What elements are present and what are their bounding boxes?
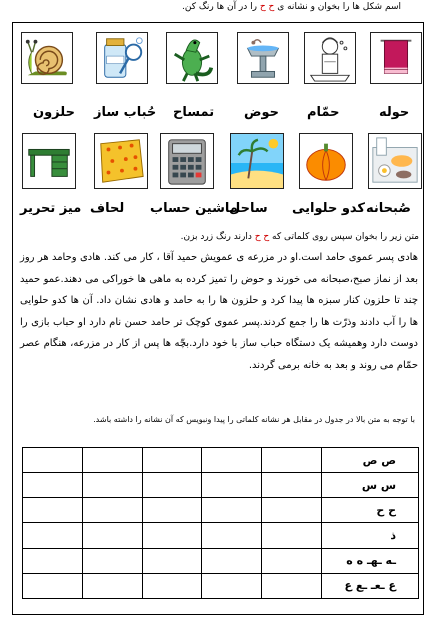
word-crocodile: تمساح [173,105,215,120]
pumpkin-icon [299,133,353,189]
row-label: ذ [322,523,419,548]
pool-fountain-icon [237,32,289,84]
word-towel: حوله [379,105,410,120]
word-quilt: لحاف [90,201,125,216]
answer-cell[interactable] [202,523,262,548]
answer-cell[interactable] [262,498,322,523]
answer-cell[interactable] [23,498,83,523]
table-instruction: با توجه به متن بالا در جدول در مقابل هر نشانه کلماتی را پیدا ونبویس که آن نشانه را داشته باشد. [93,415,415,424]
answer-cell[interactable] [82,448,142,473]
answer-cell[interactable] [142,448,202,473]
bubble-toy-icon [96,32,148,84]
word-calculator: ماشین حساب [150,201,238,216]
table-row [23,498,419,523]
word-pumpkin: کدو حلوایی [292,201,365,216]
word-bubble-maker: حُباب ساز [94,105,157,120]
blanket-icon [94,133,148,189]
table-row [23,523,419,548]
row-label: ـه ـهـ ه ه [322,548,419,573]
answer-cell[interactable] [262,548,322,573]
calculator-icon [160,133,214,189]
answer-cell[interactable] [262,473,322,498]
answer-cell[interactable] [142,498,202,523]
answer-cell[interactable] [82,473,142,498]
table-row [23,573,419,598]
word-snail: حلزون [33,105,75,120]
word-desk: میز تحریر [20,201,82,216]
answer-cell[interactable] [202,548,262,573]
word-bath: حمّام [307,105,340,120]
word-beach: ساحل [229,201,268,216]
top-instruction: اسم شکل ها را بخوان و نشانه ی ح ح را در آن ها رنگ کن. [181,2,401,12]
story-instruction: متن زیر را بخوان سپس روی کلماتی که ح ح دارند رنگ زرد بزن. [180,232,419,242]
snail-icon [21,32,73,84]
answer-cell[interactable] [82,523,142,548]
desk-icon [22,133,76,189]
answer-cell[interactable] [23,573,83,598]
answer-cell[interactable] [23,548,83,573]
answer-cell[interactable] [262,523,322,548]
table-row [23,548,419,573]
answer-cell[interactable] [82,498,142,523]
answer-cell[interactable] [202,448,262,473]
answer-cell[interactable] [202,573,262,598]
answer-cell[interactable] [23,523,83,548]
answer-table [22,447,419,599]
row-label: س س [322,473,419,498]
answer-cell[interactable] [82,548,142,573]
row-label: ع ـعـ ـع ع [322,573,419,598]
answer-cell[interactable] [142,523,202,548]
breakfast-icon [368,133,422,189]
answer-cell[interactable] [202,473,262,498]
towel-icon [370,32,422,84]
bathroom-icon [304,32,356,84]
table-row [23,448,419,473]
answer-cell[interactable] [202,498,262,523]
word-pool: حوض [244,105,280,120]
answer-cell[interactable] [262,448,322,473]
answer-cell[interactable] [82,573,142,598]
answer-cell[interactable] [23,448,83,473]
story-paragraph: هادی پسر عموی حامد است.او در مزرعه ی عمویش حمید آقا ، کار می کند. هادی وحامد هر روز بعد از نماز صبح،صبحانه می خورند و حوض را تمیز کرده به ماهی ها خوراکی می دهند.عمو حمید چند تا حلزون کنار سبزه ها پیدا کرد و حلزون ها را به حامد و هادی نشان داد. آن ها کدو حلوایی ها را آب دادند وذرّت ها را جمع کردند.پسر عموی کوچک تر حامد حسن نام دارد او حباب بازی را دوست دارد وهمیشه یک دستگاه حباب ساز با خود دارد.بچّه ها پس از کار در مزرعه، هنگام عصر حمّام می روند و بعد به خانه برمی گردند. [20,252,418,371]
answer-cell[interactable] [142,573,202,598]
crocodile-icon [166,32,218,84]
answer-cell[interactable] [262,573,322,598]
row-label: ص ص [322,448,419,473]
answer-cell[interactable] [142,473,202,498]
beach-icon [230,133,284,189]
table-row [23,473,419,498]
word-breakfast: صُبحانه [366,201,411,216]
row-label: ح ح [322,498,419,523]
answer-cell[interactable] [142,548,202,573]
answer-cell[interactable] [23,473,83,498]
